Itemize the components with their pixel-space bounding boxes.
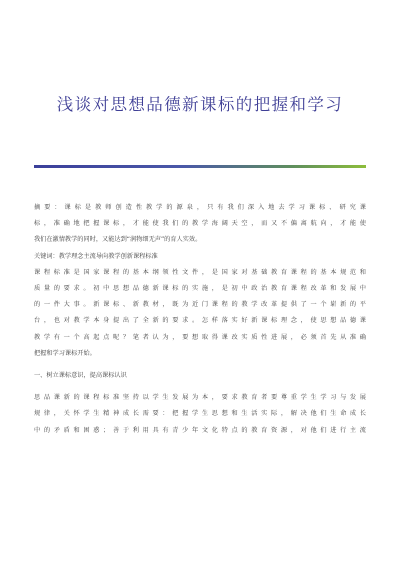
body-line: 课程标准是国家课程的基本纲领性文件，是国家对基础教育课程的基本规范和 [34, 268, 366, 276]
abstract-line: 我们在激情教学的同时，又能达到“润物细无声”的育人实效。 [34, 236, 202, 244]
body-line: 思品课新的课程标准坚持以学生发展为本，要求教育者要尊重学生学习与发展 [34, 394, 366, 402]
section-heading-1 [34, 368, 366, 384]
keywords-line: 关键词：教学理念主流导向教学创新课程标准 [34, 252, 158, 260]
body-line: 规律，关怀学生精神成长需要：把握学生思想和生活实际，解决他们生命成长 [34, 410, 366, 418]
body-line: 把握和学习课标开始。 [34, 349, 96, 357]
body-paragraph-2 [34, 390, 366, 439]
abstract-line: 标，准确地把握课标，才能使我们的教学海阔天空，而又不偏离航向，才能使 [34, 220, 366, 228]
body-line: 质量的要求。初中思想品德新课标的实施，是初中政治教育课程改革和发展中 [34, 285, 366, 293]
body-line: 中的矛盾和困惑；善于利用具有青少年文化特点的教育资源，对他们进行主流 [34, 426, 366, 434]
body-line: 的一件大事。新课标、新教材，既为近门课程的教学改革提供了一个崭新的平 [34, 301, 366, 309]
document-body [34, 200, 366, 439]
abstract-paragraph [34, 200, 366, 249]
abstract-line: 摘要：课标是教师创造性教学的源泉，只有我们深入地去学习课标、研究课 [34, 204, 366, 211]
document-title: 浅谈对思想品德新课标的把握和学习 [56, 95, 344, 114]
title-divider [34, 165, 366, 168]
body-line: 教学有一个高起点呢？笔者认为，要想取得课改实质性进展，必须首先从准确 [34, 333, 366, 341]
keywords-paragraph [34, 249, 366, 265]
body-paragraph-1 [34, 265, 366, 362]
body-line: 台，也对教学本身提出了全新的要求。怎样落实好新课标理念，使思想品德课 [34, 317, 366, 325]
section-heading-line: 一、树立课标意识，提高课标认识 [34, 372, 127, 380]
